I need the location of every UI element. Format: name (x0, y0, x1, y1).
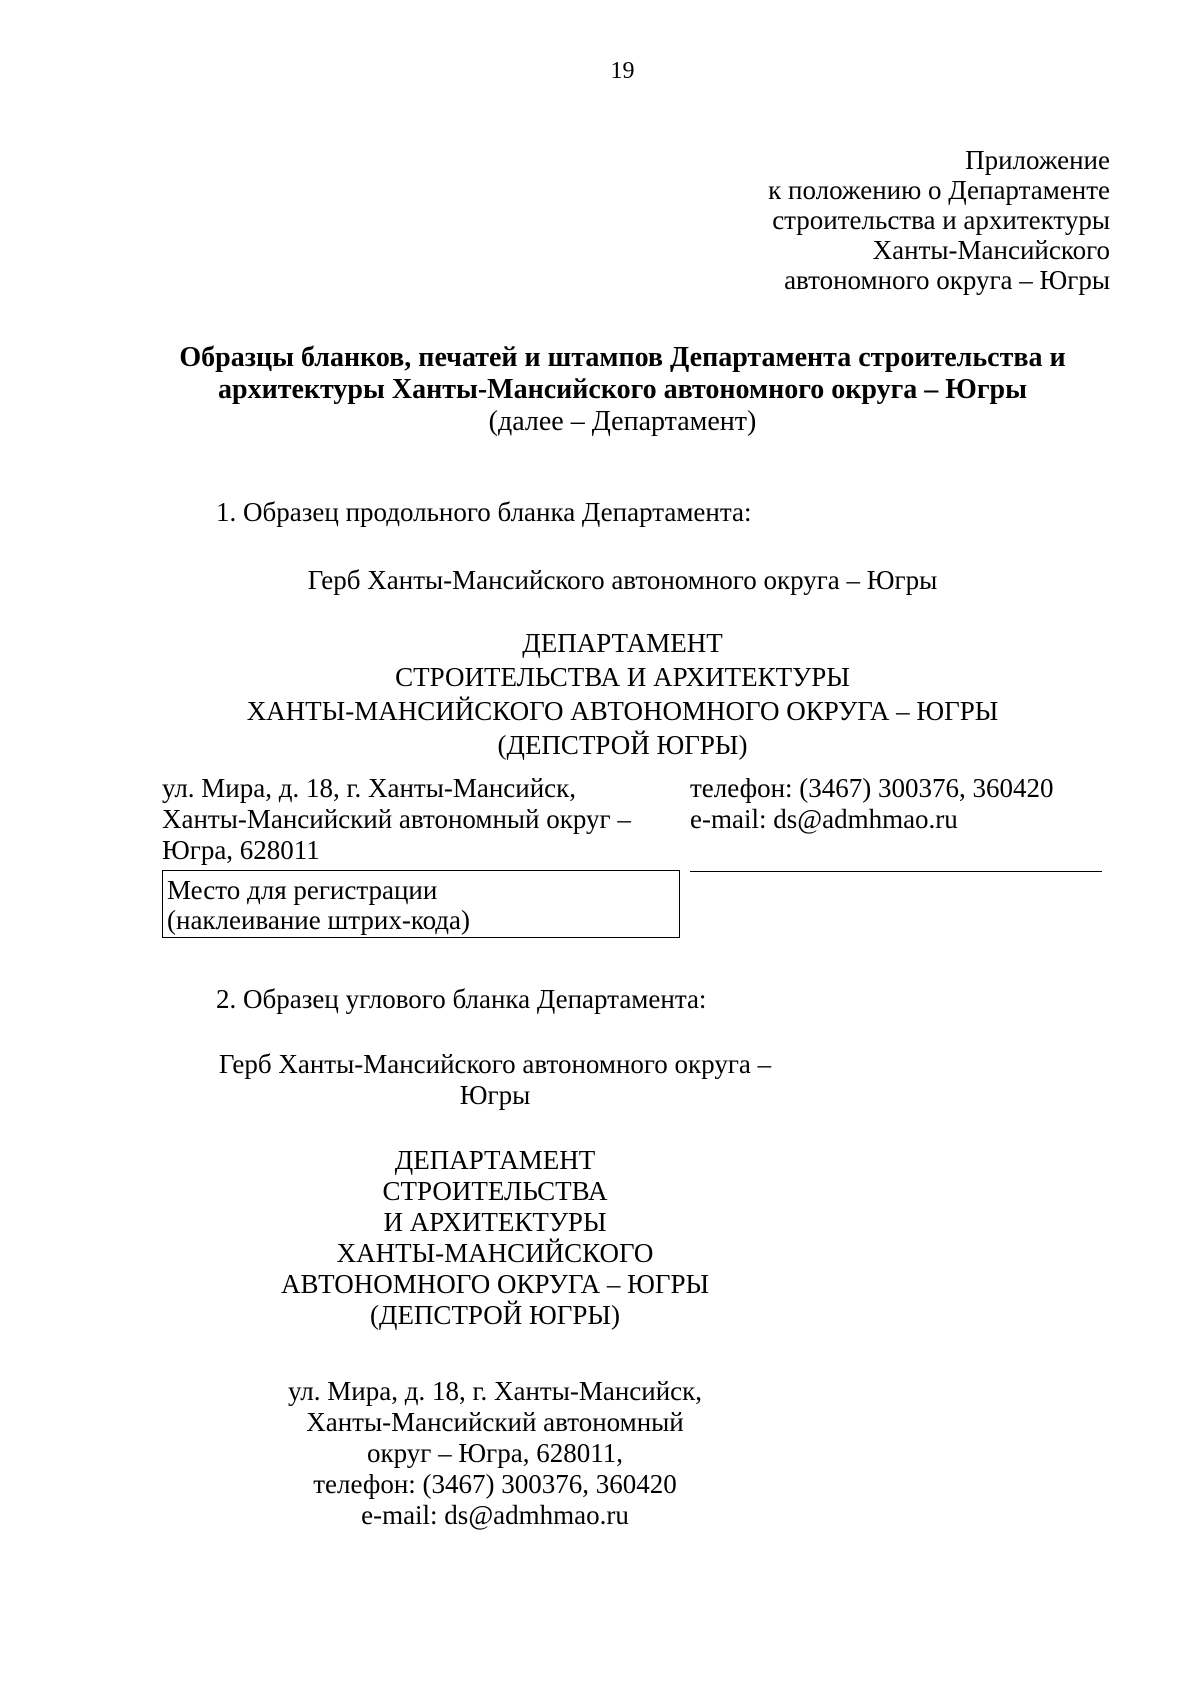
appendix-line: к положению о Департаменте (768, 175, 1110, 205)
appendix-line: Ханты-Мансийского (872, 235, 1110, 265)
address-line: Ханты-Мансийский автономный (306, 1407, 684, 1437)
appendix-line: Приложение (965, 145, 1110, 175)
org-line: ХАНТЫ-МАНСИЙСКОГО (336, 1238, 654, 1268)
org-line: АВТОНОМНОГО ОКРУГА – ЮГРЫ (280, 1269, 710, 1299)
section-1-emblem-caption: Герб Ханты-Мансийского автономного округа – Югры (307, 565, 938, 595)
appendix-line: автономного округа – Югры (784, 265, 1110, 295)
org-line: ДЕПАРТАМЕНТ (394, 1145, 596, 1175)
title-line-2: архитектуры Ханты-Мансийского автономного округа – Югры (218, 374, 1027, 405)
section-2-org-name (164, 1145, 826, 1331)
address-line: ул. Мира, д. 18, г. Ханты-Мансийск, (162, 773, 577, 803)
phone-line: телефон: (3467) 300376, 360420 (313, 1469, 677, 1499)
org-line: СТРОИТЕЛЬСТВА И АРХИТЕКТУРЫ (395, 662, 850, 692)
title-subtitle: (далее – Департамент) (488, 406, 757, 437)
section-2-emblem-caption (164, 1049, 826, 1111)
section-1-address (162, 773, 631, 866)
phone-line: телефон: (3467) 300376, 360420 (690, 773, 1054, 803)
org-line: (ДЕПСТРОЙ ЮГРЫ) (370, 1300, 620, 1330)
document-title (0, 342, 1200, 438)
address-line: Ханты-Мансийский автономный округ – (162, 804, 631, 834)
registration-box-line: (наклеивание штрих-кода) (167, 905, 470, 935)
section-2-label: 2. Образец углового бланка Департамента: (216, 984, 707, 1014)
registration-box-line: Место для регистрации (167, 875, 438, 905)
title-line-1: Образцы бланков, печатей и штампов Департамента строительства и (179, 342, 1066, 373)
address-line: Югра, 628011 (162, 835, 320, 865)
email-line: e-mail: ds@admhmao.ru (690, 804, 958, 834)
page-number: 19 (610, 58, 635, 84)
emblem-line: Югры (459, 1080, 531, 1110)
appendix-header (768, 145, 1110, 295)
org-line: ДЕПАРТАМЕНТ (522, 628, 723, 658)
org-line: И АРХИТЕКТУРЫ (383, 1207, 607, 1237)
section-2-address (164, 1376, 826, 1531)
horizontal-rule (690, 871, 1102, 872)
org-line: ХАНТЫ-МАНСИЙСКОГО АВТОНОМНОГО ОКРУГА – ЮГРЫ (246, 696, 999, 726)
address-line: округ – Югра, 628011, (367, 1438, 623, 1468)
section-1-org-name (0, 626, 1200, 762)
appendix-line: строительства и архитектуры (772, 205, 1110, 235)
org-line: СТРОИТЕЛЬСТВА (382, 1176, 608, 1206)
emblem-line: Герб Ханты-Мансийского автономного округа – (218, 1049, 772, 1079)
section-1-contacts (690, 773, 1054, 835)
org-line: (ДЕПСТРОЙ ЮГРЫ) (497, 730, 748, 760)
section-1-label: 1. Образец продольного бланка Департамента: (216, 497, 752, 527)
registration-box (162, 870, 680, 938)
address-line: ул. Мира, д. 18, г. Ханты-Мансийск, (287, 1376, 703, 1406)
email-line: e-mail: ds@admhmao.ru (361, 1500, 629, 1530)
